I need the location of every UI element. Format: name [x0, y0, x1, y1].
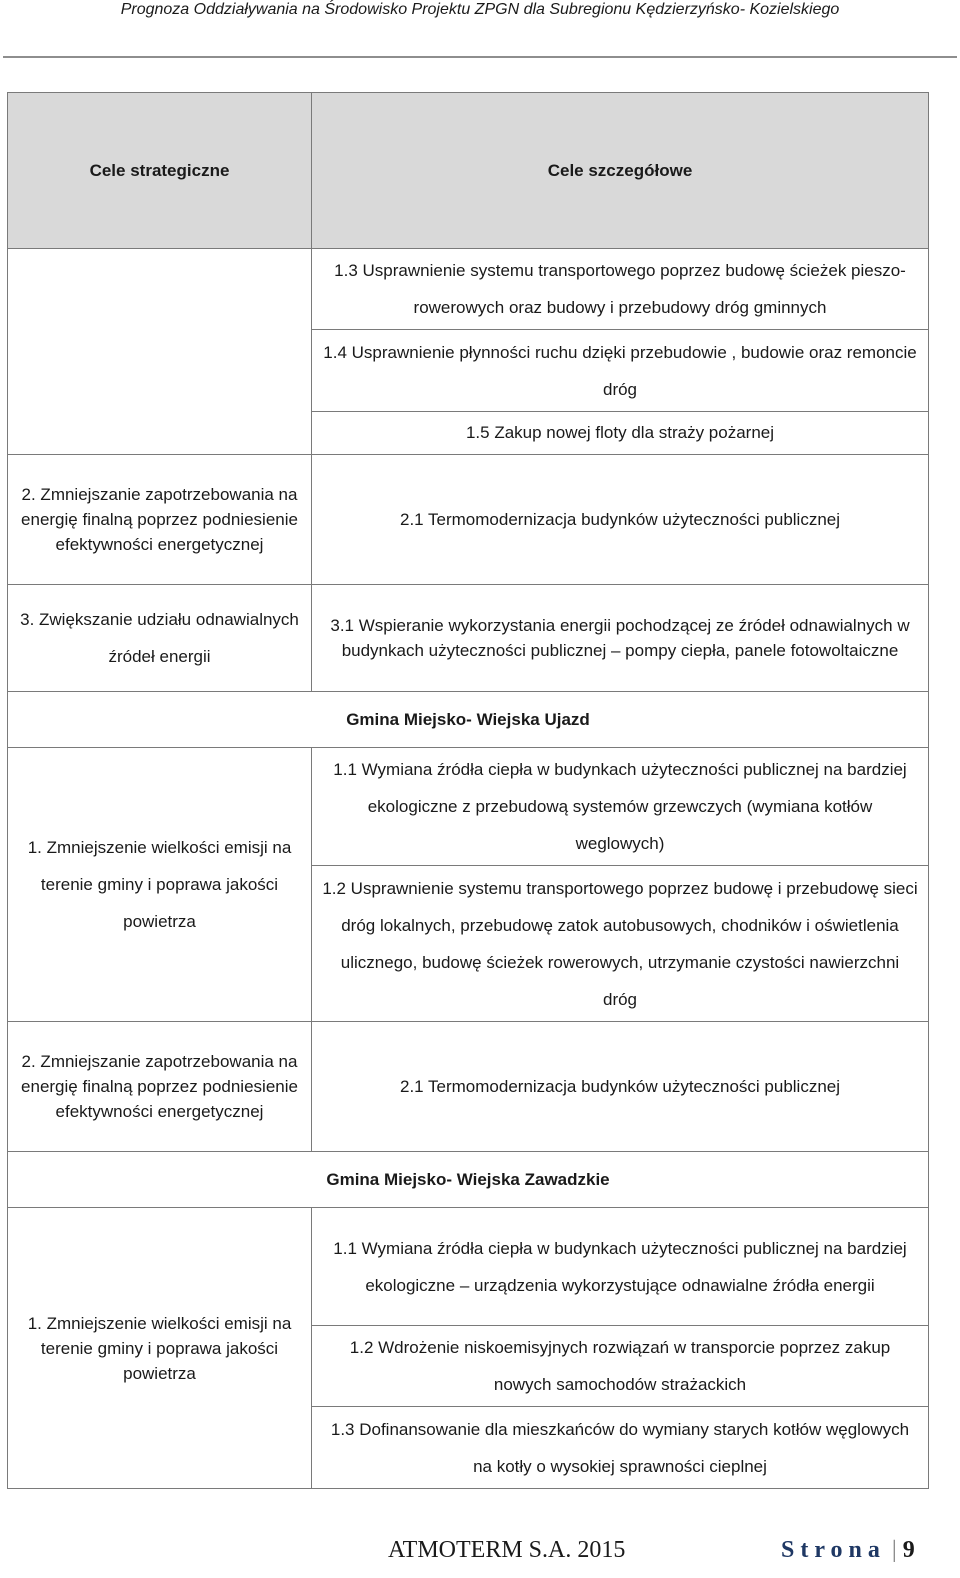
footer-page-number: [781, 1537, 915, 1564]
detailed-goal-ujazd-1-1: 1.1 Wymiana źródła ciepła w budynkach użyteczności publicznej na bardziej ekologiczne z przebudową systemów grzewczych (wymiana kotłów weglowych): [312, 748, 929, 866]
page-header: Prognoza Oddziaływania na Środowisko Projektu ZPGN dla Subregionu Kędzierzyńsko- Kozielskiego: [120, 1, 840, 18]
table-row: [8, 1208, 929, 1326]
detailed-goal-1-5: 1.5 Zakup nowej floty dla straży pożarnej: [312, 412, 929, 455]
footer-separator: |: [891, 1537, 897, 1563]
section-title-zawadzkie: Gmina Miejsko- Wiejska Zawadzkie: [8, 1152, 929, 1208]
detailed-goal-zawadzkie-1-3: 1.3 Dofinansowanie dla mieszkańców do wymiany starych kotłów węglowych na kotły o wysokiej sprawności cieplnej: [312, 1407, 929, 1489]
table-row: [8, 1152, 929, 1208]
header-divider: [3, 56, 957, 58]
col-header-detailed: Cele szczegółowe: [312, 93, 929, 249]
detailed-goal-3-1: 3.1 Wspieranie wykorzystania energii pochodzącej ze źródeł odnawialnych w budynkach użyteczności publicznej – pompy ciepła, panele fotowoltaiczne: [312, 585, 929, 692]
footer-company: ATMOTERM S.A. 2015: [388, 1537, 626, 1563]
col-header-strategic: Cele strategiczne: [8, 93, 312, 249]
footer-page-value: 9: [902, 1537, 915, 1563]
strategic-goal-2: 2. Zmniejszanie zapotrzebowania na energię finalną poprzez podniesienie efektywności energetycznej: [8, 455, 312, 585]
detailed-goal-zawadzkie-1-1: 1.1 Wymiana źródła ciepła w budynkach użyteczności publicznej na bardziej ekologiczne – urządzenia wykorzystujące odnawialne źródła energii: [312, 1208, 929, 1326]
detailed-goal-1-4: 1.4 Usprawnienie płynności ruchu dzięki przebudowie , budowie oraz remoncie dróg: [312, 330, 929, 412]
table-row: [8, 455, 929, 585]
strategic-goal-ujazd-2: 2. Zmniejszanie zapotrzebowania na energię finalną poprzez podniesienie efektywności energetycznej: [8, 1022, 312, 1152]
table-row: [8, 748, 929, 866]
table-row: [8, 692, 929, 748]
detailed-goal-ujazd-2-1: 2.1 Termomodernizacja budynków użyteczności publicznej: [312, 1022, 929, 1152]
strategic-goal-ujazd-1: 1. Zmniejszenie wielkości emisji na terenie gminy i poprawa jakości powietrza: [8, 748, 312, 1022]
table-row: [8, 585, 929, 692]
section-title-ujazd: Gmina Miejsko- Wiejska Ujazd: [8, 692, 929, 748]
table-row: [8, 249, 929, 330]
detailed-goal-ujazd-1-2: 1.2 Usprawnienie systemu transportowego poprzez budowę i przebudowę sieci dróg lokalnych, przebudowę zatok autobusowych, chodników i oświetlenia ulicznego, budowę ścieżek rowerowych, utrzymanie czystości nawierzchni dróg: [312, 866, 929, 1022]
table-row: [8, 1022, 929, 1152]
strategic-goal-3: 3. Zwiększanie udziału odnawialnych źródeł energii: [8, 585, 312, 692]
detailed-goal-1-3: 1.3 Usprawnienie systemu transportowego poprzez budowę ścieżek pieszo-rowerowych oraz budowy i przebudowy dróg gminnych: [312, 249, 929, 330]
detailed-goal-2-1: 2.1 Termomodernizacja budynków użyteczności publicznej: [312, 455, 929, 585]
strategic-cell-empty: [8, 249, 312, 455]
footer-page-word: Strona: [781, 1537, 886, 1563]
goals-table: [7, 92, 929, 1489]
detailed-goal-zawadzkie-1-2: 1.2 Wdrożenie niskoemisyjnych rozwiązań w transporcie poprzez zakup nowych samochodów strażackich: [312, 1326, 929, 1407]
strategic-goal-zawadzkie-1: 1. Zmniejszenie wielkości emisji na terenie gminy i poprawa jakości powietrza: [8, 1208, 312, 1489]
table-header-row: [8, 93, 929, 249]
